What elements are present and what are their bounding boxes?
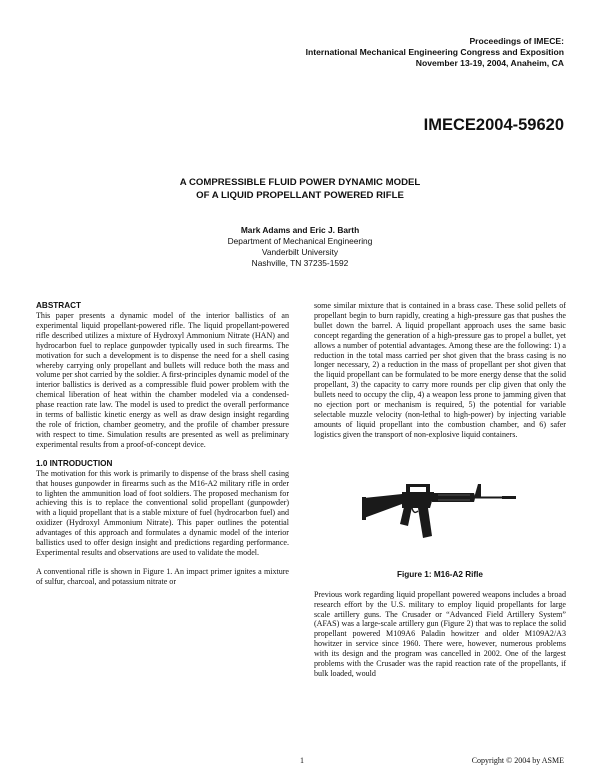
- author-university: Vanderbilt University: [261, 247, 339, 257]
- proceedings-header: [306, 36, 564, 68]
- copyright-notice: Copyright © 2004 by ASME: [471, 756, 564, 765]
- author-names: Mark Adams and Eric J. Barth: [240, 225, 360, 235]
- proceedings-line-1: Proceedings of IMECE:: [469, 36, 564, 46]
- introduction-paragraph-2-continued: some similar mixture that is contained in a brass case. These solid pellets of propellant begin to burn rapidly, creating a high-pressure gas that pushes the bullet down the barrel. A liquid propellant approach uses the same basic concept regarding the generation of a high-pressure gas to propel a bullet, yet allows a number of potential advantages. Among these are the following: 1) a reduction in the total mass carried per shot given that the brass casing is no longer necessary, 2) a reduction in the mass of propellant per shot given that the liquid propellant can be formulated to be more energy dense that the solid propellant, 3) the capacity to carry more rounds per clip given that only the bullets need to occupy the clip, 4) a weapon less prone to jamming given that no ejection port or mechanism is required, 5) the potential for variable selectable muzzle velocity (non-lethal to high-power) by injecting variable amounts of liquid propellant into the combustion chamber, and 6) safer logistics given the transport of non-explosive liquid containers.: [314, 301, 566, 439]
- author-block: [0, 225, 600, 269]
- right-column: [314, 301, 566, 679]
- author-department: Department of Mechanical Engineering: [227, 236, 373, 246]
- rifle-icon: [362, 454, 518, 564]
- page-number: 1: [300, 756, 304, 765]
- introduction-heading: 1.0 INTRODUCTION: [36, 458, 113, 468]
- paper-id: IMECE2004-59620: [423, 116, 564, 134]
- proceedings-line-2: International Mechanical Engineering Congress and Exposition: [305, 46, 564, 57]
- figure-1-caption: Figure 1: M16-A2 Rifle: [397, 569, 483, 579]
- introduction-paragraph-2-start: A conventional rifle is shown in Figure 1. An impact primer ignites a mixture of sulfur, charcoal, and potassium nitrate or: [36, 566, 289, 586]
- title-line-1: A COMPRESSIBLE FLUID POWER DYNAMIC MODEL: [179, 177, 421, 188]
- abstract-heading: ABSTRACT: [36, 301, 82, 310]
- author-address: Nashville, TN 37235-1592: [251, 258, 349, 268]
- title-line-2: OF A LIQUID PROPELLANT POWERED RIFLE: [196, 190, 404, 201]
- introduction-paragraph-3: Previous work regarding liquid propellant powered weapons includes a broad research effort by the U.S. military to employ liquid propellants for large scale artillery guns. The Crusader or “Advanced Field Artillery System” (AFAS) was a large-scale artillery gun (Figure 2) that was to replace the solid propellant powered M109A6 Paladin howitzer and older M109A2/A3 howitzer in service since 1960. There were, however, numerous problems with its design and the program was cancelled in 2002. One of the largest problems with the Crusader was the rapid reaction rate of the propellants, if bulk loaded, would: [314, 589, 566, 678]
- abstract-text: This paper presents a dynamic model of the interior ballistics of an experimental liquid propellant-powered rifle. The liquid propellant-powered rifle described utilizes a mixture of Hydroxyl Ammonium Nitrate (HAN) and hydrocarbon fuel to replace gunpowder typically used in such firearms. The motivation for such a development is to dispense the need for a shell casing whereby carrying only propellant and bullets will reduce both the mass and volume per shot carried by the soldier. A first-principles dynamic model of the interior ballistics is derived as a compressible fluid power problem with the chemical liberation of heat within the chamber modeled via a condensed-phase reaction rate law. The model is used to predict the overall performance in terms of ballistic kinetic energy as well as draw design insight regarding the role of friction, chamber geometry, and the profile of chamber pressure with respect to time. Simulation results are presented as well as preliminary experimental results from a proof-of-concept device.: [36, 311, 289, 449]
- introduction-paragraph-1: The motivation for this work is primarily to dispense of the brass shell casing that houses gunpowder in firearms such as the M16-A2 military rifle in order to lighten the ammunition load of foot soldiers. The proposed mechanism for achieving this is to replace the conventional solid propellant (gunpowder) with a liquid propellant that is a stable mixture of fuel (hydrocarbon fuel) and oxidizer (Hydroxyl Ammonium Nitrate). This paper outlines the potential advantages of this approach and formulates a dynamic model of the interior ballistics used to offer design insight and predictions regarding performance. Experimental results and observations are used to validate the model.: [36, 468, 289, 557]
- paper-title: [0, 176, 600, 202]
- figure-1: [314, 454, 566, 566]
- left-column: [36, 301, 289, 587]
- proceedings-line-3: November 13-19, 2004, Anaheim, CA: [415, 57, 564, 68]
